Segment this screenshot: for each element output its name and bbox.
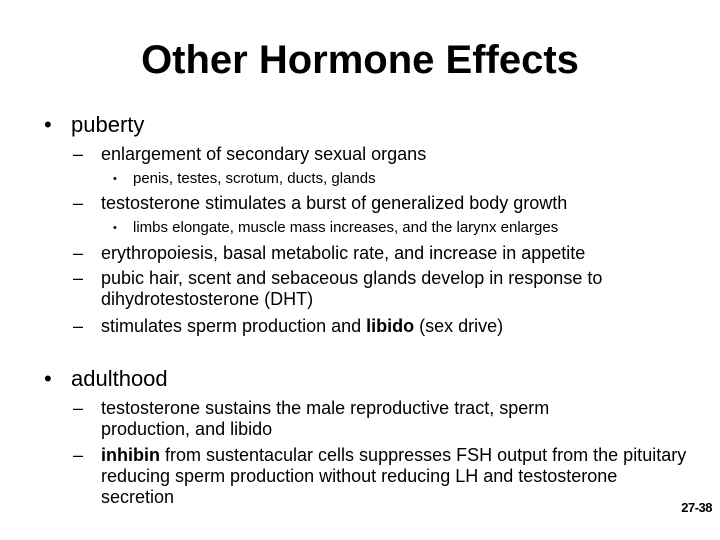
term-libido: libido <box>366 316 415 336</box>
list-item: – stimulates sperm production and libido (sex drive) <box>73 316 504 336</box>
list-item: • penis, testes, scrotum, ducts, glands <box>113 170 376 187</box>
list-item: – inhibin from sustentacular cells suppresses FSH output from the pituitary reducing sperm production without reducing LH and testosterone secretion <box>73 445 687 507</box>
heading-puberty: puberty <box>71 112 145 137</box>
list-item: • limbs elongate, muscle mass increases, and the larynx enlarges <box>113 219 559 236</box>
list-item: – enlargement of secondary sexual organs <box>73 144 427 164</box>
slide-title: Other Hormone Effects <box>141 38 579 82</box>
bullet-dot-icon: • <box>44 366 52 391</box>
term-inhibin: inhibin <box>101 445 160 465</box>
list-item: – testosterone stimulates a burst of generalized body growth <box>73 193 568 213</box>
list-item: – testosterone sustains the male reproductive tract, sperm production, and libido <box>73 398 550 439</box>
heading-adulthood: adulthood <box>71 366 168 391</box>
bullet-dot-icon: • <box>113 173 117 185</box>
dash-icon: – <box>73 445 84 465</box>
dash-icon: – <box>73 268 84 288</box>
dash-icon: – <box>73 144 84 164</box>
dash-icon: – <box>73 243 84 263</box>
bullet-dot-icon: • <box>44 112 52 137</box>
dash-icon: – <box>73 193 84 213</box>
dash-icon: – <box>73 398 84 418</box>
list-item: – pubic hair, scent and sebaceous glands develop in response to dihydrotestosterone (DHT) <box>73 268 603 309</box>
page-number: 27-38 <box>681 500 712 515</box>
bullet-dot-icon: • <box>113 222 117 234</box>
list-item: – erythropoiesis, basal metabolic rate, and increase in appetite <box>73 243 586 263</box>
dash-icon: – <box>73 316 84 336</box>
